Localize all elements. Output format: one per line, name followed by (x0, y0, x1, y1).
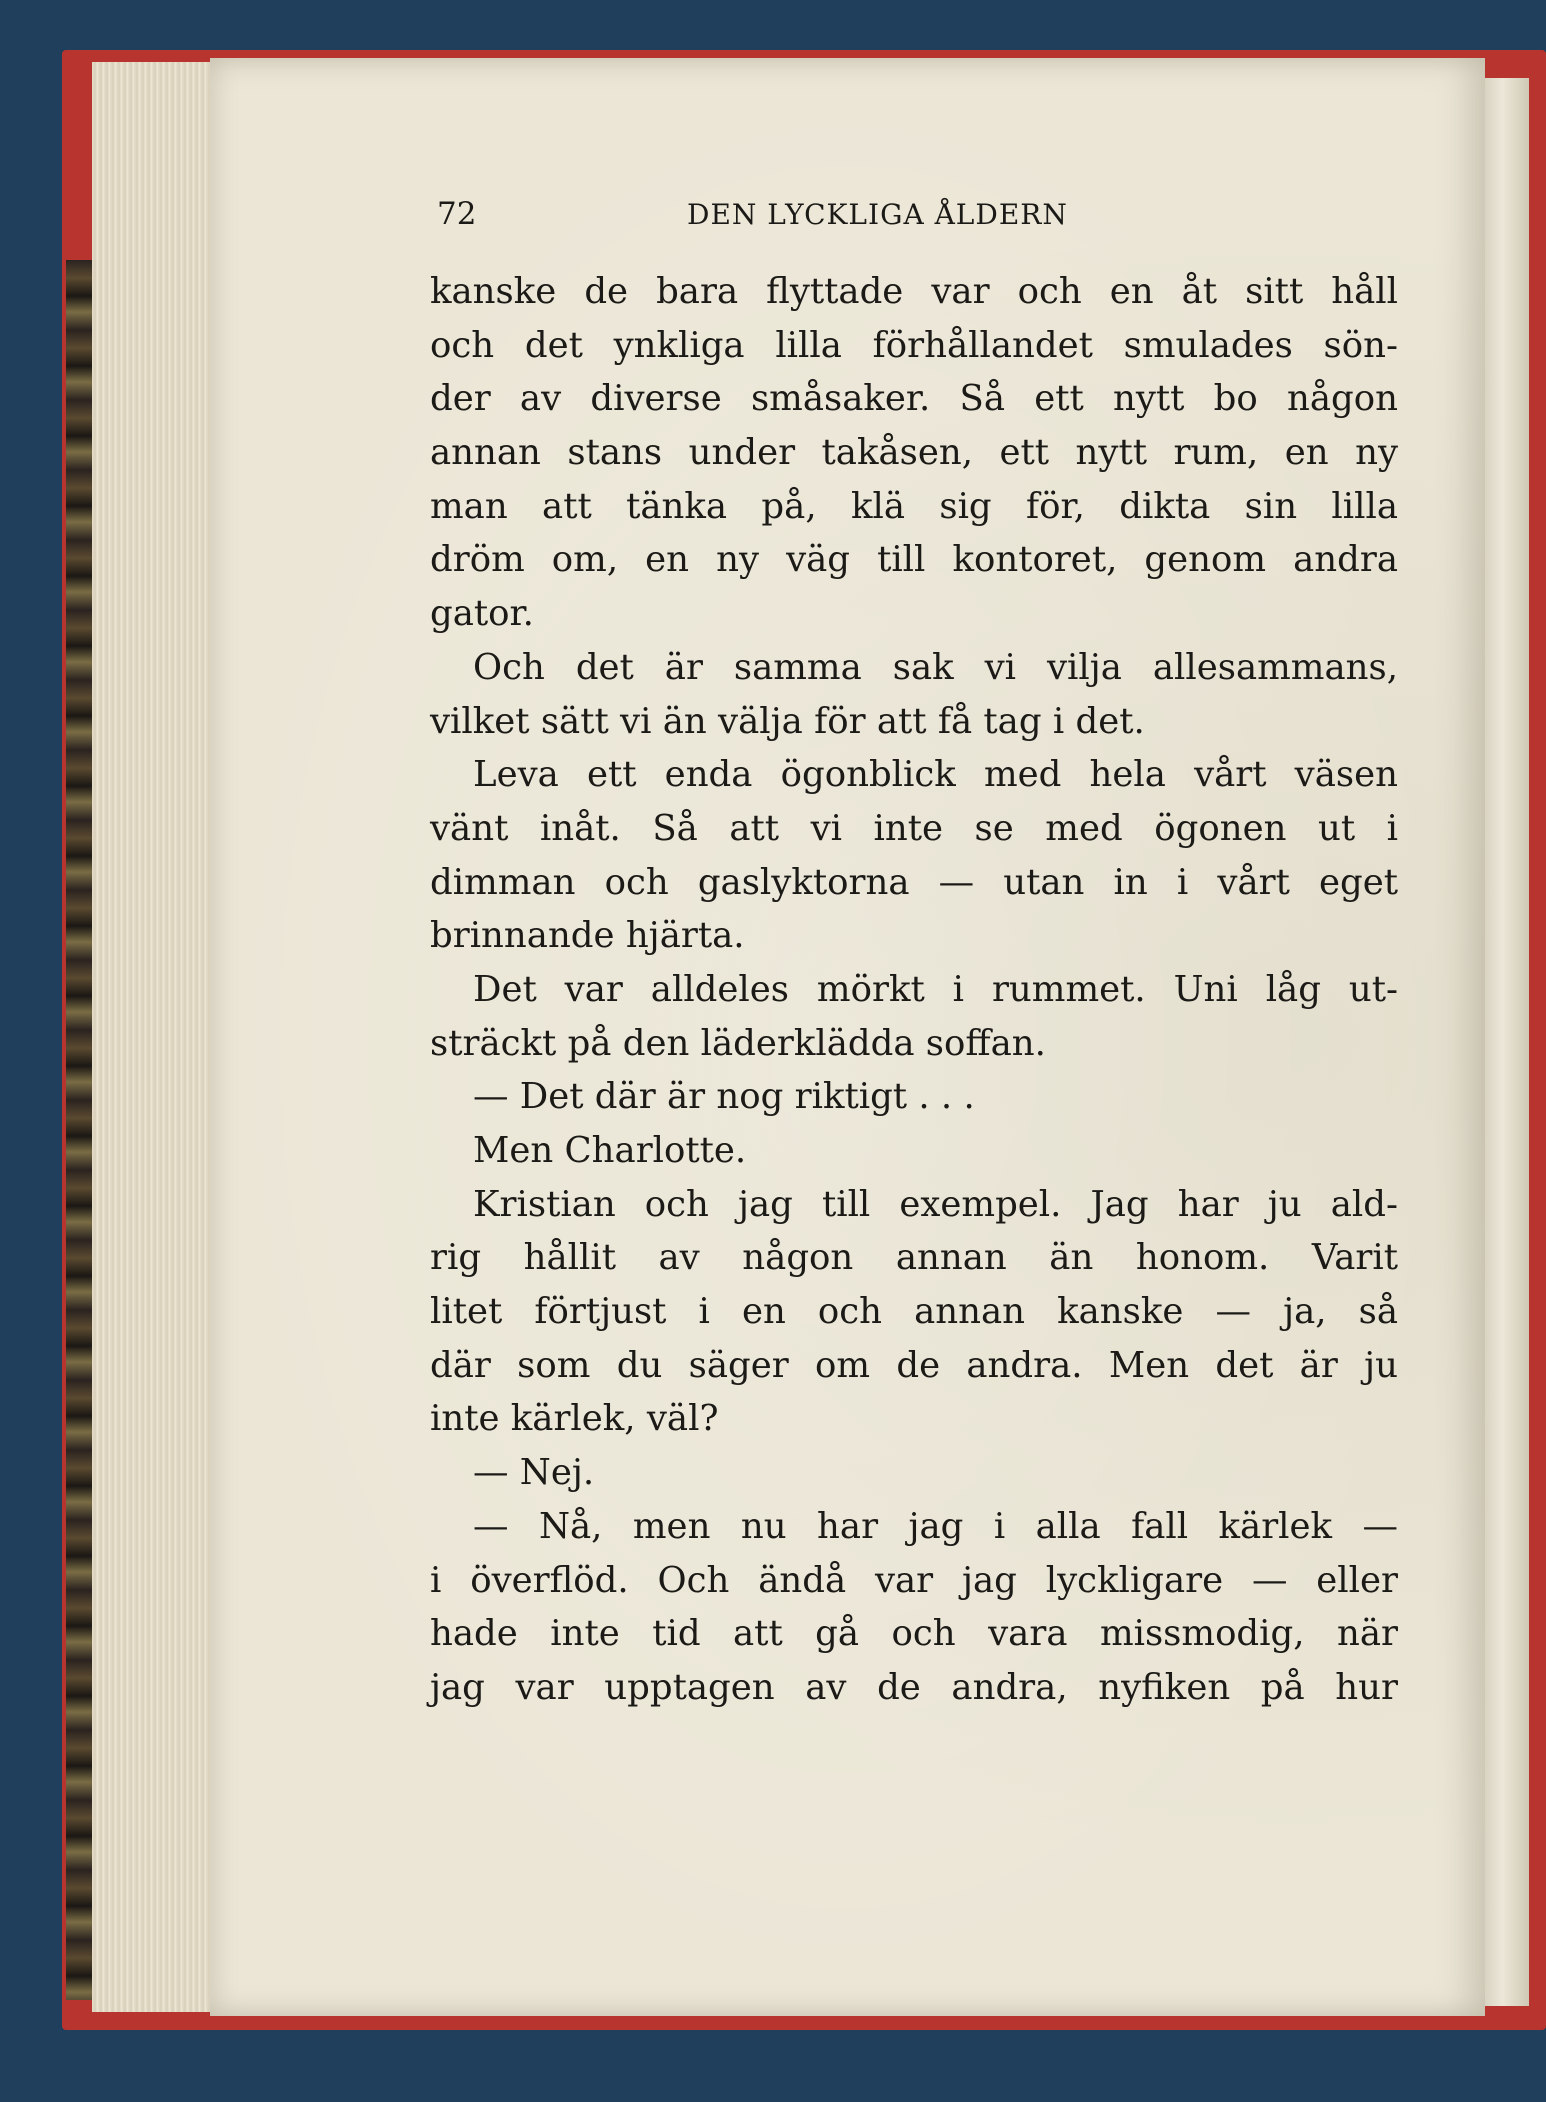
text-line: — Nej. (473, 1452, 595, 1494)
text-line: Det var alldeles mörkt i rummet. Uni låg ut- (473, 968, 1398, 1010)
text-line: inte kärlek, väl? (430, 1398, 719, 1440)
text-line: hade inte tid att gå och vara missmodig, när (430, 1613, 1398, 1655)
text-line: man att tänka på, klä sig för, dikta sin lilla (430, 485, 1398, 527)
body-text (430, 265, 1398, 1715)
text-line: kanske de bara flyttade var och en åt sitt håll (430, 271, 1398, 312)
text-line: vänt inåt. Så att vi inte se med ögonen ut i (430, 807, 1398, 849)
text-line: dimman och gaslyktorna — utan in i vårt eget (430, 861, 1398, 903)
text-line: dröm om, en ny väg till kontoret, genom andra (430, 539, 1398, 581)
page-header (437, 196, 1157, 240)
text-line: Och det är samma sak vi vilja allesammans, (473, 646, 1398, 688)
text-line: Kristian och jag till exempel. Jag har ju ald- (473, 1183, 1398, 1225)
text-line: litet förtjust i en och annan kanske — ja, så (430, 1291, 1398, 1333)
text-line: annan stans under takåsen, ett nytt rum, en ny (430, 432, 1398, 474)
text-line: gator. (430, 593, 534, 635)
running-head: DEN LYCKLIGA ÅLDERN (687, 198, 1068, 231)
text-line: der av diverse småsaker. Så ett nytt bo någon (430, 378, 1398, 420)
text-line: brinnande hjärta. (430, 915, 745, 957)
text-line: sträckt på den läderklädda soffan. (430, 1022, 1046, 1064)
text-line: rig hållit av någon annan än honom. Varit (430, 1237, 1398, 1279)
right-page-edge (1485, 78, 1529, 2006)
text-line: Leva ett enda ögonblick med hela vårt väsen (473, 754, 1398, 796)
text-line: i överflöd. Och ändå var jag lyckligare — eller (430, 1559, 1398, 1601)
text-line: och det ynkliga lilla förhållandet smulades sön- (430, 324, 1398, 366)
text-line: — Det där är nog riktigt . . . (473, 1076, 975, 1118)
text-line: — Nå, men nu har jag i alla fall kärlek — (473, 1505, 1398, 1547)
text-line: där som du säger om de andra. Men det är ju (430, 1344, 1398, 1386)
text-line: Men Charlotte. (473, 1130, 747, 1171)
text-line: jag var upptagen av de andra, nyfiken på hur (430, 1666, 1398, 1708)
page-number: 72 (437, 196, 477, 232)
text-line: vilket sätt vi än välja för att få tag i det. (430, 700, 1145, 742)
